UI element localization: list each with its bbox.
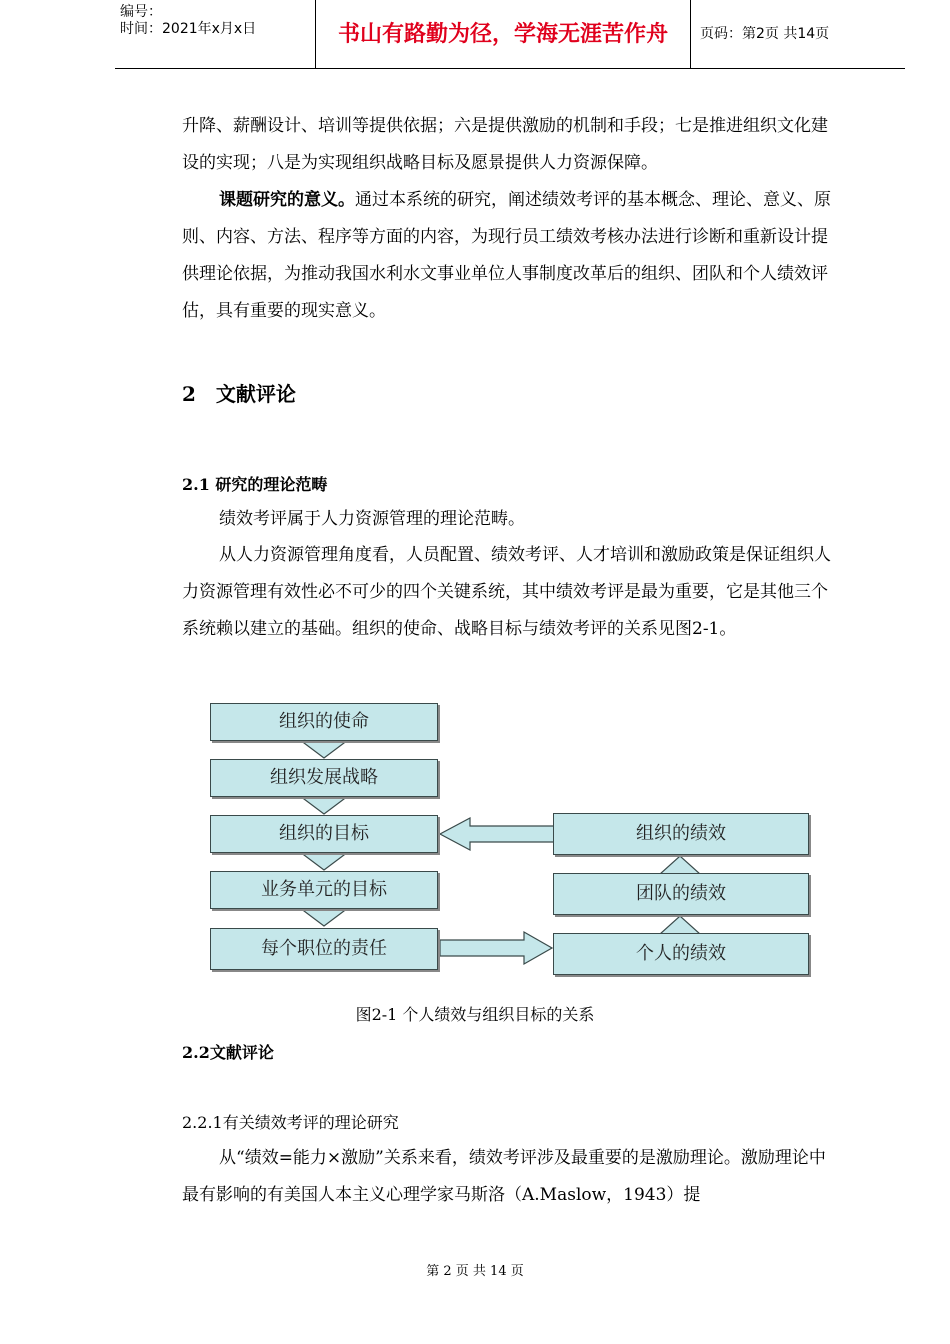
arrow-up-2 [660, 916, 700, 934]
arrow-right [440, 932, 552, 964]
box-unit-goal: 业务单元的目标 [210, 871, 438, 909]
arrow-down-1 [300, 740, 348, 758]
header-slogan: 书山有路勤为径，学海无涯苦作舟 [315, 0, 691, 68]
box-org-performance: 组织的绩效 [553, 813, 809, 855]
header-page-label: 页码：第2页 共14页 [700, 26, 830, 42]
box-mission: 组织的使命 [210, 703, 438, 741]
box-team-performance: 团队的绩效 [553, 873, 809, 915]
paragraph-5: 从“绩效=能力×激励”关系来看，绩效考评涉及最重要的是激励理论。激励理论中最有影响的有美国人本主义心理学家马斯洛（A.Maslow，1943）提 [182, 1148, 826, 1205]
arrow-down-2 [300, 796, 348, 814]
page-footer: 第 2 页 共 14 页 [426, 1264, 524, 1279]
box-strategy: 组织发展战略 [210, 759, 438, 797]
section-2-heading: 2 文献评论 [182, 382, 296, 406]
number-label: 编号： [120, 4, 162, 20]
time-label: 时间：2021年x月x日 [120, 21, 257, 37]
arrow-left [440, 818, 554, 850]
arrow-down-4 [300, 908, 348, 926]
paragraph-2-lead: 课题研究的意义。 [219, 190, 355, 210]
arrow-down-3 [300, 852, 348, 870]
box-position-duty: 每个职位的责任 [210, 928, 438, 970]
box-individual-performance: 个人的绩效 [553, 933, 809, 975]
paragraph-2-body: 通过本系统的研究，阐述绩效考评的基本概念、理论、意义、原则、内容、方法、程序等方面的内容，为现行员工绩效考核办法进行诊断和重新设计提供理论依据，为推动我国水利水文事业单位人事制度改革后的组织、团队和个人绩效评估，具有重要的现实意义。 [182, 190, 831, 321]
section-2-2-1-heading: 2.2.1有关绩效考评的理论研究 [182, 1113, 399, 1132]
paragraph-1: 升降、薪酬设计、培训等提供依据；六是提供激励的机制和手段；七是推进组织文化建设的实现；八是为实现组织战略目标及愿景提供人力资源保障。 [182, 116, 828, 173]
paragraph-3: 绩效考评属于人力资源管理的理论范畴。 [219, 509, 525, 529]
box-org-goal: 组织的目标 [210, 815, 438, 853]
paragraph-4: 从人力资源管理角度看，人员配置、绩效考评、人才培训和激励政策是保证组织人力资源管理有效性必不可少的四个关键系统，其中绩效考评是最为重要，它是其他三个系统赖以建立的基础。组织的使命、战略目标与绩效考评的关系见图2-1。 [182, 545, 831, 639]
section-2-2-heading: 2.2文献评论 [182, 1043, 274, 1062]
figure-caption: 图2-1 个人绩效与组织目标的关系 [355, 1005, 595, 1024]
section-2-1-heading: 2.1 研究的理论范畴 [182, 475, 328, 494]
